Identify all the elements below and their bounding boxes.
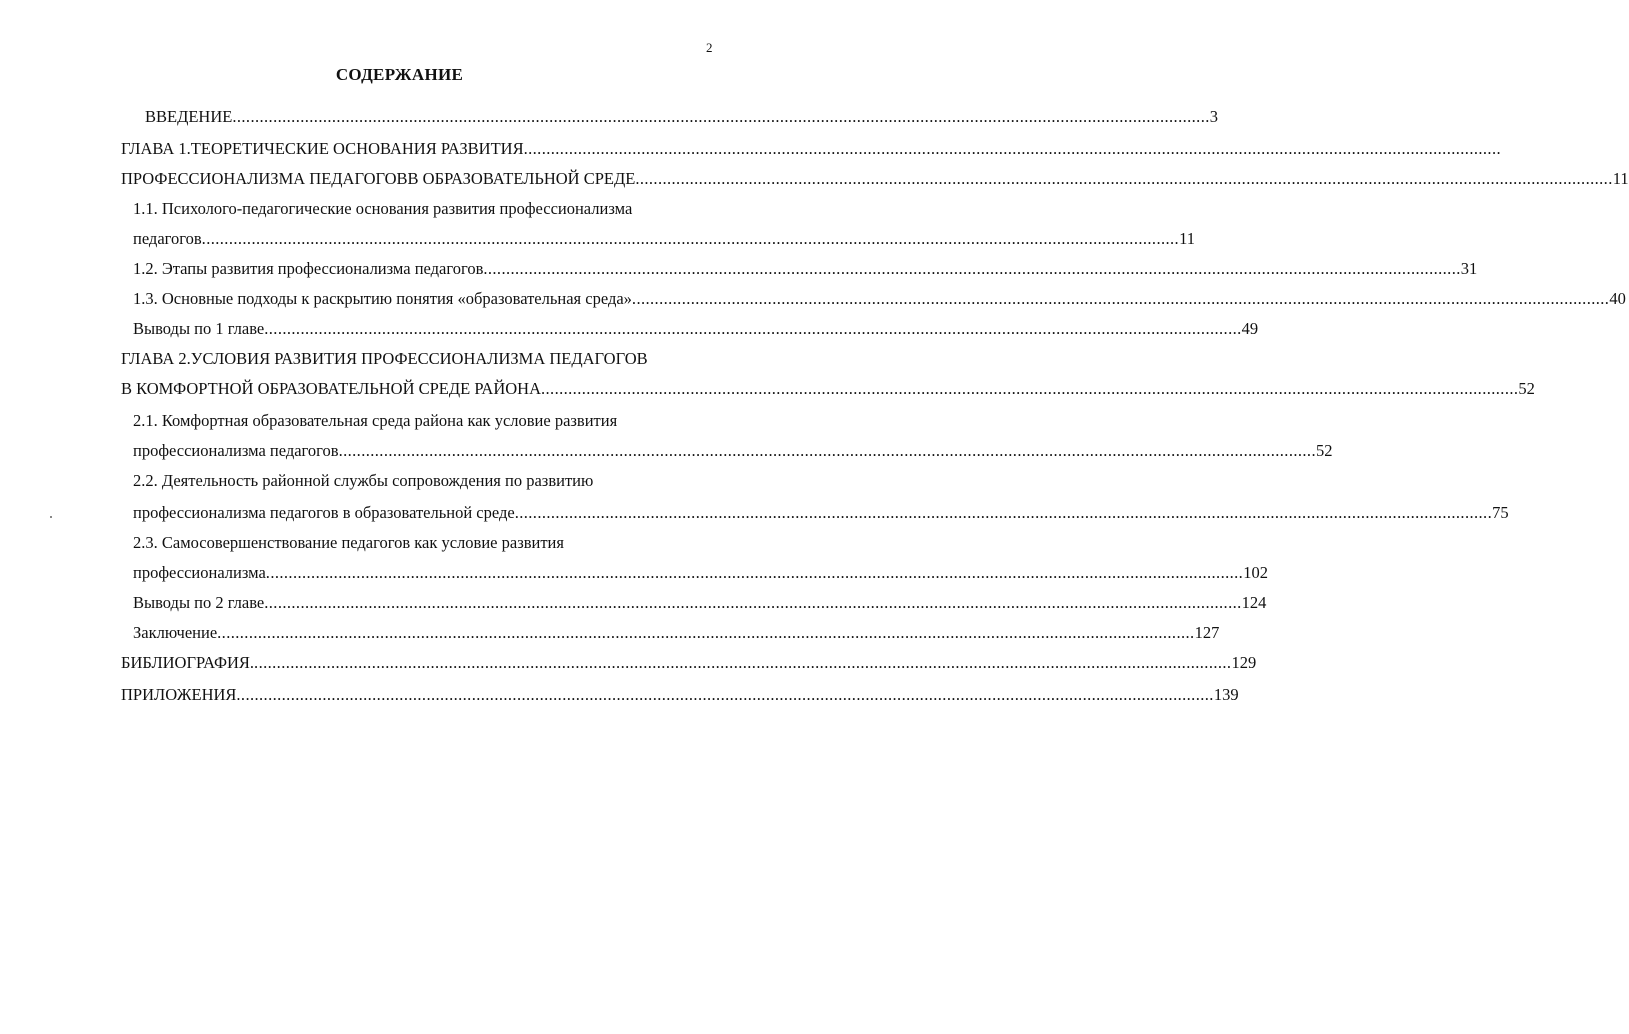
toc-entry-page: 49 <box>1241 319 1259 338</box>
toc-entry-section-1-1[interactable]: 1.1. Психолого-педагогические основания развития профессионализма <box>133 199 633 218</box>
toc-entry-section-1-3[interactable] <box>133 289 1626 309</box>
toc-entry-title: ПРОФЕССИОНАЛИЗМА ПЕДАГОГОВВ ОБРАЗОВАТЕЛЬНОЙ СРЕДЕ <box>121 169 636 188</box>
toc-dot-leader: ........................................................................................................................................................................................................................ <box>264 319 1242 338</box>
toc-entry-title: педагогов <box>133 229 202 248</box>
toc-dot-leader: ........................................................................................................................................................................................................................ <box>338 441 1316 460</box>
page-number: 2 <box>706 40 713 55</box>
toc-entry-page: 139 <box>1213 685 1239 704</box>
toc-dot-leader: ........................................................................................................................................................................................................................ <box>635 169 1613 188</box>
toc-entry-page: 3 <box>1209 107 1218 126</box>
toc-dot-leader: ........................................................................................................................................................................................................................ <box>236 685 1214 704</box>
toc-entry-title: Заключение <box>133 623 218 642</box>
toc-entry-chapter-1[interactable] <box>121 139 1502 159</box>
toc-dot-leader: ........................................................................................................................................................................................................................ <box>483 259 1461 278</box>
toc-entry-page: 11 <box>1179 229 1195 248</box>
toc-entry-section-2-2-continued[interactable] <box>133 503 1509 523</box>
toc-entry-bibliography[interactable] <box>121 653 1257 673</box>
toc-entry-title: профессионализма педагогов <box>133 441 339 460</box>
toc-entry-page: 129 <box>1231 653 1257 672</box>
toc-entry-title: Выводы по 1 главе <box>133 319 265 338</box>
toc-entry-title: ГЛАВА 1.ТЕОРЕТИЧЕСКИЕ ОСНОВАНИЯ РАЗВИТИЯ <box>121 139 524 158</box>
toc-entry-title: ВВЕДЕНИЕ <box>145 107 233 126</box>
toc-dot-leader: ........................................................................................................................................................................................................................ <box>514 503 1493 522</box>
toc-entry-section-2-1-continued[interactable] <box>133 441 1333 461</box>
toc-dot-leader: ........................................................................................................................................................................................................................ <box>541 379 1519 398</box>
toc-entry-chapter-2-continued[interactable] <box>121 379 1535 399</box>
toc-entry-page: 127 <box>1194 623 1220 642</box>
toc-entry-appendices[interactable] <box>121 685 1239 705</box>
toc-entry-section-2-1[interactable]: 2.1. Комфортная образовательная среда района как условие развития <box>133 411 618 430</box>
toc-entry-conclusions-2[interactable] <box>133 593 1267 613</box>
toc-dot-leader: ........................................................................................................................................................................................................................ <box>254 653 1232 672</box>
toc-dot-leader: ........................................................................................................................................................................................................................ <box>201 229 1180 248</box>
toc-entry-conclusion[interactable] <box>133 623 1220 643</box>
toc-entry-title: В КОМФОРТНОЙ ОБРАЗОВАТЕЛЬНОЙ СРЕДЕ РАЙОНА <box>121 379 541 398</box>
toc-entry-page: 52 <box>1518 379 1535 398</box>
toc-entry-title: профессионализма <box>133 563 266 582</box>
toc-dot-leader: ........................................................................................................................................................................................................................ <box>264 593 1242 612</box>
toc-entry-page: 40 <box>1609 289 1626 308</box>
toc-entry-title: ПРИЛОЖЕНИЯ <box>121 685 237 704</box>
scan-speck <box>50 516 52 518</box>
toc-entry-title: 1.3. Основные подходы к раскрытию понятия «образовательная среда» <box>133 289 632 308</box>
toc-entry-section-2-3-continued[interactable] <box>133 563 1268 583</box>
toc-entry-page: 31 <box>1460 259 1478 278</box>
toc-entry-page: 102 <box>1243 563 1268 582</box>
toc-entry-conclusions-1[interactable] <box>133 319 1259 339</box>
toc-dot-leader: ........................................................................................................................................................................................................................ <box>631 289 1610 308</box>
toc-entry-chapter-1-continued[interactable] <box>121 169 1629 189</box>
toc-entry-title: Выводы по 2 главе <box>133 593 265 612</box>
toc-entry-section-2-3[interactable]: 2.3. Самосовершенствование педагогов как условие развития <box>133 533 564 552</box>
toc-entry-page: 75 <box>1492 503 1509 522</box>
toc-dot-leader: ........................................................................................................................................................................................................................ <box>523 139 1502 158</box>
toc-entry-title: БИБЛИОГРАФИЯ. <box>121 653 255 672</box>
toc-entry-section-2-2[interactable]: 2.2. Деятельность районной службы сопровождения по развитию <box>133 471 594 490</box>
toc-dot-leader: ........................................................................................................................................................................................................................ <box>217 623 1195 642</box>
toc-entry-chapter-2[interactable]: ГЛАВА 2.УСЛОВИЯ РАЗВИТИЯ ПРОФЕССИОНАЛИЗМА ПЕДАГОГОВ <box>121 349 648 368</box>
toc-entry-section-1-2[interactable] <box>133 259 1478 279</box>
toc-dot-leader: ........................................................................................................................................................................................................................ <box>265 563 1244 582</box>
toc-entry-section-1-1-continued[interactable] <box>133 229 1195 249</box>
toc-dot-leader: ........................................................................................................................................................................................................................ <box>232 107 1210 126</box>
toc-entry-title: 1.2. Этапы развития профессионализма педагогов <box>133 259 484 278</box>
page-title: СОДЕРЖАНИЕ <box>335 65 464 84</box>
toc-entry-page: 11 <box>1612 169 1629 188</box>
toc-entry-page: 52 <box>1315 441 1333 460</box>
toc-entry-title: профессионализма педагогов в образовательной среде <box>133 503 515 522</box>
toc-entry-page: 124 <box>1241 593 1267 612</box>
toc-entry-introduction[interactable] <box>145 107 1218 127</box>
